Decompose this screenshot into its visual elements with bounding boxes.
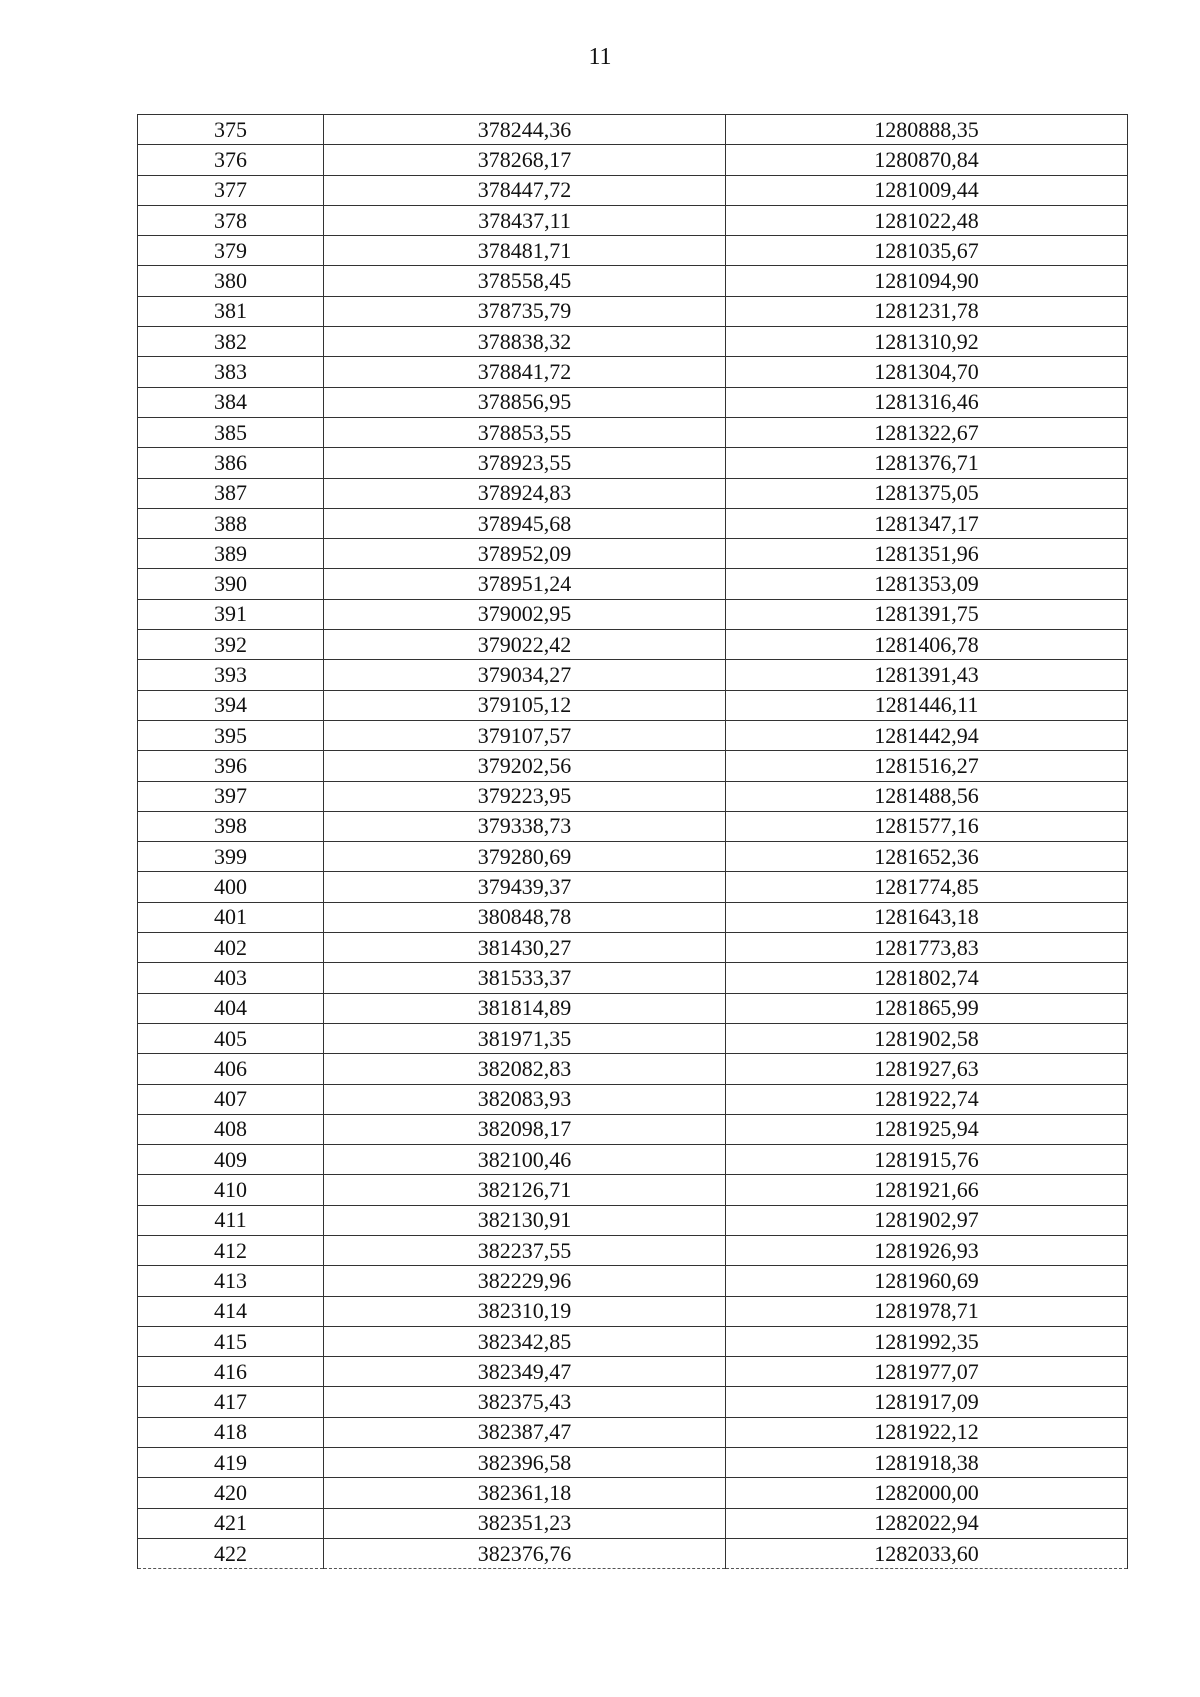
x-coordinate-cell: 382387,47	[324, 1417, 726, 1447]
table-row	[138, 205, 1128, 235]
table-row	[138, 387, 1128, 417]
x-coordinate-cell: 378447,72	[324, 175, 726, 205]
x-coordinate-cell: 378856,95	[324, 387, 726, 417]
point-number-cell: 420	[138, 1478, 324, 1508]
y-coordinate-cell: 1281917,09	[726, 1387, 1128, 1417]
table-row	[138, 1114, 1128, 1144]
table-row	[138, 630, 1128, 660]
table-row	[138, 448, 1128, 478]
x-coordinate-cell: 379022,42	[324, 630, 726, 660]
y-coordinate-cell: 1281960,69	[726, 1266, 1128, 1296]
point-number-cell: 378	[138, 205, 324, 235]
point-number-cell: 396	[138, 751, 324, 781]
y-coordinate-cell: 1281921,66	[726, 1175, 1128, 1205]
x-coordinate-cell: 378945,68	[324, 508, 726, 538]
table-row	[138, 933, 1128, 963]
table-row	[138, 1266, 1128, 1296]
point-number-cell: 381	[138, 296, 324, 326]
y-coordinate-cell: 1281925,94	[726, 1114, 1128, 1144]
y-coordinate-cell: 1281375,05	[726, 478, 1128, 508]
table-row	[138, 842, 1128, 872]
point-number-cell: 414	[138, 1296, 324, 1326]
x-coordinate-cell: 379202,56	[324, 751, 726, 781]
x-coordinate-cell: 381430,27	[324, 933, 726, 963]
point-number-cell: 384	[138, 387, 324, 417]
point-number-cell: 401	[138, 902, 324, 932]
y-coordinate-cell: 1281922,12	[726, 1417, 1128, 1447]
table-row	[138, 1054, 1128, 1084]
point-number-cell: 383	[138, 357, 324, 387]
point-number-cell: 398	[138, 811, 324, 841]
x-coordinate-cell: 379280,69	[324, 842, 726, 872]
y-coordinate-cell: 1281009,44	[726, 175, 1128, 205]
point-number-cell: 405	[138, 1023, 324, 1053]
x-coordinate-cell: 378838,32	[324, 327, 726, 357]
y-coordinate-cell: 1281927,63	[726, 1054, 1128, 1084]
x-coordinate-cell: 382130,91	[324, 1205, 726, 1235]
table-row	[138, 478, 1128, 508]
table-row	[138, 145, 1128, 175]
x-coordinate-cell: 380848,78	[324, 902, 726, 932]
x-coordinate-cell: 378951,24	[324, 569, 726, 599]
x-coordinate-cell: 378244,36	[324, 115, 726, 145]
table-row	[138, 1417, 1128, 1447]
x-coordinate-cell: 378841,72	[324, 357, 726, 387]
point-number-cell: 399	[138, 842, 324, 872]
table-row	[138, 872, 1128, 902]
y-coordinate-cell: 1281865,99	[726, 993, 1128, 1023]
table-row	[138, 1448, 1128, 1478]
x-coordinate-cell: 379439,37	[324, 872, 726, 902]
y-coordinate-cell: 1281488,56	[726, 781, 1128, 811]
x-coordinate-cell: 378952,09	[324, 539, 726, 569]
x-coordinate-cell: 382376,76	[324, 1538, 726, 1568]
x-coordinate-cell: 382126,71	[324, 1175, 726, 1205]
x-coordinate-cell: 382098,17	[324, 1114, 726, 1144]
point-number-cell: 412	[138, 1235, 324, 1265]
table-row	[138, 296, 1128, 326]
x-coordinate-cell: 379338,73	[324, 811, 726, 841]
point-number-cell: 391	[138, 599, 324, 629]
point-number-cell: 379	[138, 236, 324, 266]
x-coordinate-cell: 381814,89	[324, 993, 726, 1023]
table-row	[138, 1145, 1128, 1175]
point-number-cell: 387	[138, 478, 324, 508]
x-coordinate-cell: 379002,95	[324, 599, 726, 629]
table-row	[138, 266, 1128, 296]
table-row	[138, 1175, 1128, 1205]
x-coordinate-cell: 378268,17	[324, 145, 726, 175]
table-row	[138, 175, 1128, 205]
y-coordinate-cell: 1281442,94	[726, 720, 1128, 750]
page-number: 11	[588, 44, 612, 70]
y-coordinate-cell: 1281347,17	[726, 508, 1128, 538]
y-coordinate-cell: 1281915,76	[726, 1145, 1128, 1175]
point-number-cell: 389	[138, 539, 324, 569]
point-number-cell: 400	[138, 872, 324, 902]
y-coordinate-cell: 1281035,67	[726, 236, 1128, 266]
point-number-cell: 385	[138, 417, 324, 447]
x-coordinate-cell: 382082,83	[324, 1054, 726, 1084]
point-number-cell: 416	[138, 1357, 324, 1387]
table-row	[138, 720, 1128, 750]
table-row	[138, 327, 1128, 357]
table-row	[138, 751, 1128, 781]
x-coordinate-cell: 378481,71	[324, 236, 726, 266]
table-row	[138, 660, 1128, 690]
x-coordinate-cell: 379105,12	[324, 690, 726, 720]
table-row	[138, 357, 1128, 387]
table-row	[138, 1235, 1128, 1265]
y-coordinate-cell: 1280888,35	[726, 115, 1128, 145]
y-coordinate-cell: 1281304,70	[726, 357, 1128, 387]
x-coordinate-cell: 382396,58	[324, 1448, 726, 1478]
table-row	[138, 569, 1128, 599]
table-row	[138, 599, 1128, 629]
coordinates-table	[137, 114, 1128, 1569]
x-coordinate-cell: 382229,96	[324, 1266, 726, 1296]
point-number-cell: 395	[138, 720, 324, 750]
y-coordinate-cell: 1281918,38	[726, 1448, 1128, 1478]
point-number-cell: 402	[138, 933, 324, 963]
point-number-cell: 388	[138, 508, 324, 538]
point-number-cell: 375	[138, 115, 324, 145]
point-number-cell: 386	[138, 448, 324, 478]
y-coordinate-cell: 1281376,71	[726, 448, 1128, 478]
y-coordinate-cell: 1281310,92	[726, 327, 1128, 357]
y-coordinate-cell: 1281351,96	[726, 539, 1128, 569]
x-coordinate-cell: 382083,93	[324, 1084, 726, 1114]
point-number-cell: 382	[138, 327, 324, 357]
x-coordinate-cell: 378853,55	[324, 417, 726, 447]
y-coordinate-cell: 1281922,74	[726, 1084, 1128, 1114]
coordinates-table-body	[138, 115, 1128, 1569]
y-coordinate-cell: 1280870,84	[726, 145, 1128, 175]
y-coordinate-cell: 1281316,46	[726, 387, 1128, 417]
y-coordinate-cell: 1281643,18	[726, 902, 1128, 932]
table-row	[138, 1538, 1128, 1568]
y-coordinate-cell: 1281926,93	[726, 1235, 1128, 1265]
point-number-cell: 406	[138, 1054, 324, 1084]
point-number-cell: 404	[138, 993, 324, 1023]
y-coordinate-cell: 1281516,27	[726, 751, 1128, 781]
y-coordinate-cell: 1282022,94	[726, 1508, 1128, 1538]
point-number-cell: 377	[138, 175, 324, 205]
x-coordinate-cell: 381533,37	[324, 963, 726, 993]
y-coordinate-cell: 1282033,60	[726, 1538, 1128, 1568]
point-number-cell: 394	[138, 690, 324, 720]
y-coordinate-cell: 1281774,85	[726, 872, 1128, 902]
table-row	[138, 963, 1128, 993]
point-number-cell: 392	[138, 630, 324, 660]
x-coordinate-cell: 378437,11	[324, 205, 726, 235]
point-number-cell: 397	[138, 781, 324, 811]
y-coordinate-cell: 1281652,36	[726, 842, 1128, 872]
y-coordinate-cell: 1281391,75	[726, 599, 1128, 629]
x-coordinate-cell: 378924,83	[324, 478, 726, 508]
y-coordinate-cell: 1282000,00	[726, 1478, 1128, 1508]
x-coordinate-cell: 378735,79	[324, 296, 726, 326]
table-row	[138, 1205, 1128, 1235]
point-number-cell: 413	[138, 1266, 324, 1296]
table-row	[138, 1508, 1128, 1538]
point-number-cell: 415	[138, 1326, 324, 1356]
table-row	[138, 1387, 1128, 1417]
y-coordinate-cell: 1281577,16	[726, 811, 1128, 841]
x-coordinate-cell: 382342,85	[324, 1326, 726, 1356]
y-coordinate-cell: 1281902,58	[726, 1023, 1128, 1053]
table-row	[138, 508, 1128, 538]
table-row	[138, 236, 1128, 266]
y-coordinate-cell: 1281391,43	[726, 660, 1128, 690]
table-row	[138, 1478, 1128, 1508]
point-number-cell: 380	[138, 266, 324, 296]
x-coordinate-cell: 382375,43	[324, 1387, 726, 1417]
x-coordinate-cell: 382100,46	[324, 1145, 726, 1175]
table-row	[138, 417, 1128, 447]
table-row	[138, 781, 1128, 811]
point-number-cell: 422	[138, 1538, 324, 1568]
table-row	[138, 1357, 1128, 1387]
y-coordinate-cell: 1281231,78	[726, 296, 1128, 326]
point-number-cell: 421	[138, 1508, 324, 1538]
table-row	[138, 115, 1128, 145]
x-coordinate-cell: 379223,95	[324, 781, 726, 811]
y-coordinate-cell: 1281406,78	[726, 630, 1128, 660]
point-number-cell: 403	[138, 963, 324, 993]
x-coordinate-cell: 382237,55	[324, 1235, 726, 1265]
point-number-cell: 418	[138, 1417, 324, 1447]
x-coordinate-cell: 381971,35	[324, 1023, 726, 1053]
table-row	[138, 1023, 1128, 1053]
point-number-cell: 410	[138, 1175, 324, 1205]
table-row	[138, 811, 1128, 841]
y-coordinate-cell: 1281773,83	[726, 933, 1128, 963]
x-coordinate-cell: 378558,45	[324, 266, 726, 296]
x-coordinate-cell: 382349,47	[324, 1357, 726, 1387]
x-coordinate-cell: 382310,19	[324, 1296, 726, 1326]
y-coordinate-cell: 1281446,11	[726, 690, 1128, 720]
y-coordinate-cell: 1281992,35	[726, 1326, 1128, 1356]
point-number-cell: 417	[138, 1387, 324, 1417]
x-coordinate-cell: 382351,23	[324, 1508, 726, 1538]
x-coordinate-cell: 378923,55	[324, 448, 726, 478]
table-row	[138, 539, 1128, 569]
y-coordinate-cell: 1281977,07	[726, 1357, 1128, 1387]
y-coordinate-cell: 1281353,09	[726, 569, 1128, 599]
y-coordinate-cell: 1281978,71	[726, 1296, 1128, 1326]
x-coordinate-cell: 382361,18	[324, 1478, 726, 1508]
point-number-cell: 390	[138, 569, 324, 599]
point-number-cell: 393	[138, 660, 324, 690]
y-coordinate-cell: 1281094,90	[726, 266, 1128, 296]
y-coordinate-cell: 1281802,74	[726, 963, 1128, 993]
point-number-cell: 409	[138, 1145, 324, 1175]
table-row	[138, 690, 1128, 720]
point-number-cell: 411	[138, 1205, 324, 1235]
table-row	[138, 1326, 1128, 1356]
table-row	[138, 1296, 1128, 1326]
point-number-cell: 376	[138, 145, 324, 175]
point-number-cell: 419	[138, 1448, 324, 1478]
table-row	[138, 1084, 1128, 1114]
table-row	[138, 902, 1128, 932]
x-coordinate-cell: 379034,27	[324, 660, 726, 690]
table-row	[138, 993, 1128, 1023]
y-coordinate-cell: 1281022,48	[726, 205, 1128, 235]
x-coordinate-cell: 379107,57	[324, 720, 726, 750]
y-coordinate-cell: 1281322,67	[726, 417, 1128, 447]
point-number-cell: 407	[138, 1084, 324, 1114]
point-number-cell: 408	[138, 1114, 324, 1144]
y-coordinate-cell: 1281902,97	[726, 1205, 1128, 1235]
